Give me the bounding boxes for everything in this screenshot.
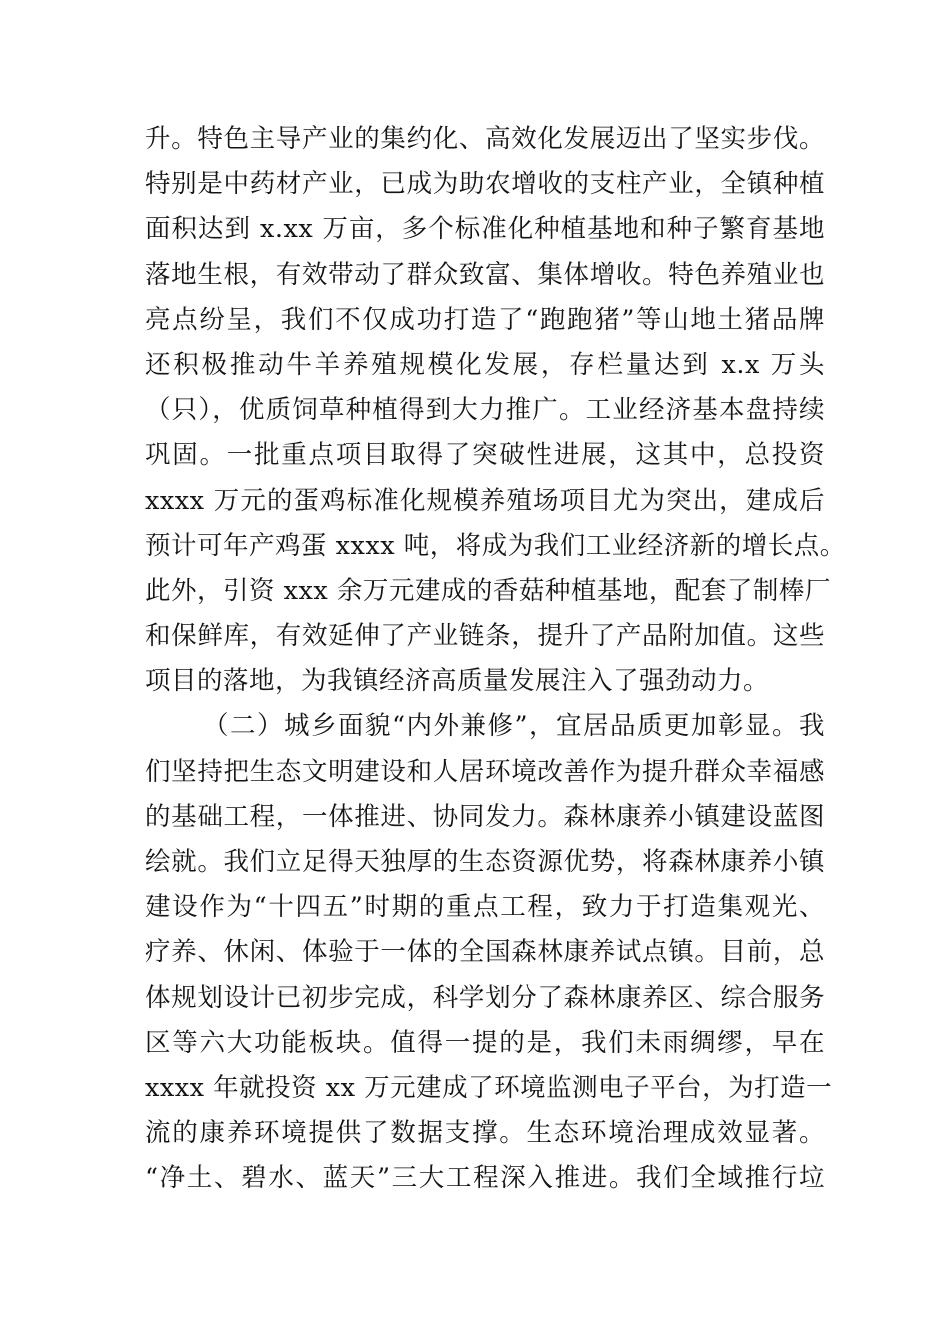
p1-line-12: 和保鲜库，有效延伸了产业链条，提升了产品附加值。这些	[145, 621, 825, 652]
p2-line-6: 疗养、休闲、体验于一体的全国森林康养试点镇。目前，总	[145, 937, 825, 968]
document-body	[145, 117, 846, 1202]
p1-line-9: xxxx 万元的蛋鸡标准化规模养殖场项目尤为突出，建成后	[145, 485, 825, 516]
p1-line-3: 面积达到 x.xx 万亩，多个标准化种植基地和种子繁育基地	[145, 214, 825, 245]
p1-line-13: 项目的落地，为我镇经济高质量发展注入了强劲动力。	[145, 666, 770, 697]
p2-line-3: 的基础工程，一体推进、协同发力。森林康养小镇建设蓝图	[145, 801, 825, 832]
p1-line-5: 亮点纷呈，我们不仅成功打造了“跑跑猪”等山地土猪品牌	[145, 304, 825, 335]
p2-line-2: 们坚持把生态文明建设和人居环境改善作为提升群众幸福感	[145, 756, 825, 787]
p1-line-11: 此外，引资 xxx 余万元建成的香菇种植基地，配套了制棒厂	[145, 575, 831, 606]
p2-line-4: 绘就。我们立足得天独厚的生态资源优势，将森林康养小镇	[145, 847, 825, 877]
p1-line-10: 预计可年产鸡蛋 xxxx 吨，将成为我们工业经济新的增长点。	[145, 530, 846, 561]
p1-line-6: 还积极推动牛羊养殖规模化发展，存栏量达到 x.x 万头	[145, 349, 825, 380]
p2-line-1: （二）城乡面貌“内外兼修”，宜居品质更加彰显。我	[203, 711, 825, 742]
p2-line-5: 建设作为“十四五”时期的重点工程，致力于打造集观光、	[145, 892, 825, 923]
p1-line-2: 特别是中药材产业，已成为助农增收的支柱产业，全镇种植	[145, 169, 825, 200]
p1-line-7: （只），优质饲草种植得到大力推广。工业经济基本盘持续	[145, 395, 825, 426]
p1-line-4: 落地生根，有效带动了群众致富、集体增收。特色养殖业也	[145, 259, 825, 290]
p1-line-1: 升。特色主导产业的集约化、高效化发展迈出了坚实步伐。	[145, 124, 825, 154]
p2-line-9: xxxx 年就投资 xx 万元建成了环境监测电子平台，为打造一	[145, 1072, 833, 1103]
p2-line-11: “净土、碧水、蓝天”三大工程深入推进。我们全域推行垃	[145, 1163, 825, 1194]
p2-line-7: 体规划设计已初步完成，科学划分了森林康养区、综合服务	[145, 982, 825, 1013]
p2-line-10: 流的康养环境提供了数据支撑。生态环境治理成效显著。	[145, 1118, 825, 1149]
p1-line-8: 巩固。一批重点项目取得了突破性进展，这其中，总投资	[145, 440, 825, 471]
p2-line-8: 区等六大功能板块。值得一提的是，我们未雨绸缪，早在	[145, 1027, 825, 1058]
